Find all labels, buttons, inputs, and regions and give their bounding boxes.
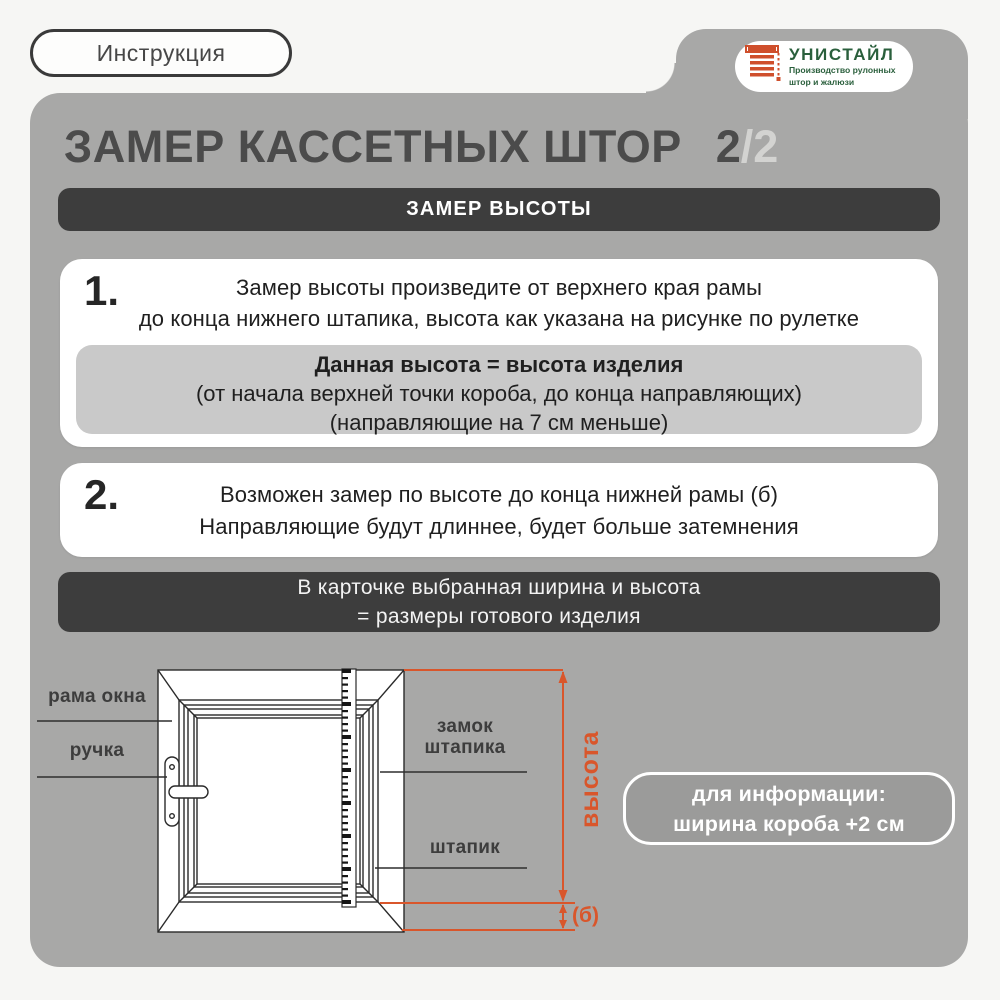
result-banner (58, 572, 940, 632)
instruction-badge-label: Инструкция (96, 39, 226, 66)
page-total: 2 (753, 121, 779, 172)
instruction-badge (30, 29, 292, 77)
step-2-card (60, 463, 938, 557)
page-title: ЗАМЕР КАССЕТНЫХ ШТОР (64, 121, 682, 172)
label-bead-lock-line1: замок (436, 716, 494, 737)
info-card (623, 772, 955, 845)
b-mark-label: (б) (572, 904, 599, 927)
brand-logo (735, 41, 913, 92)
height-section-banner (58, 188, 940, 231)
label-bead: штапик (429, 837, 501, 858)
brand-tagline-line2: штор и жалюзи (789, 77, 855, 87)
step-1-line1: Замер высоты произведите от верхнего края рамы (236, 275, 762, 300)
height-dimension-label: высота (576, 730, 604, 828)
step-2-line2: Направляющие будут длиннее, будет больше затемнения (199, 514, 799, 539)
step-1-card (60, 259, 938, 447)
blinds-icon (745, 44, 782, 89)
height-section-banner-label: ЗАМЕР ВЫСОТЫ (406, 198, 592, 220)
step-1-note-line1: (от начала верхней точки короба, до конца направляющих) (195, 381, 802, 406)
page-current: 2 (715, 121, 741, 172)
step-1-note-line2: (направляющие на 7 см меньше) (329, 410, 669, 435)
label-bead-lock (400, 716, 530, 758)
page-divider: / (740, 121, 754, 172)
header (64, 121, 944, 173)
label-bead-lock-line2: штапика (424, 737, 506, 758)
result-banner-line2: = размеры готового изделия (357, 605, 641, 628)
step-1-note-box (76, 345, 922, 434)
info-card-line1: для информации: (692, 781, 886, 806)
step-1-line2: до конца нижнего штапика, высота как указана на рисунке по рулетке (138, 306, 860, 331)
label-handle: ручка (69, 740, 125, 761)
brand-name: УНИСТАЙЛ (789, 45, 895, 64)
step-2-line1: Возможен замер по высоте до конца нижней рамы (б) (219, 482, 779, 507)
page-indicator (716, 121, 779, 173)
label-window-frame: рама окна (48, 686, 146, 707)
info-card-line2: ширина короба +2 см (673, 811, 905, 836)
brand-tagline-line1: Производство рулонных (789, 65, 896, 75)
result-banner-line1: В карточке выбранная ширина и высота (297, 576, 701, 599)
step-1-number: 1. (84, 267, 120, 314)
step-1-note-title: Данная высота = высота изделия (314, 352, 684, 377)
panel-tab-fillet (646, 63, 676, 93)
step-2-number: 2. (84, 471, 120, 518)
